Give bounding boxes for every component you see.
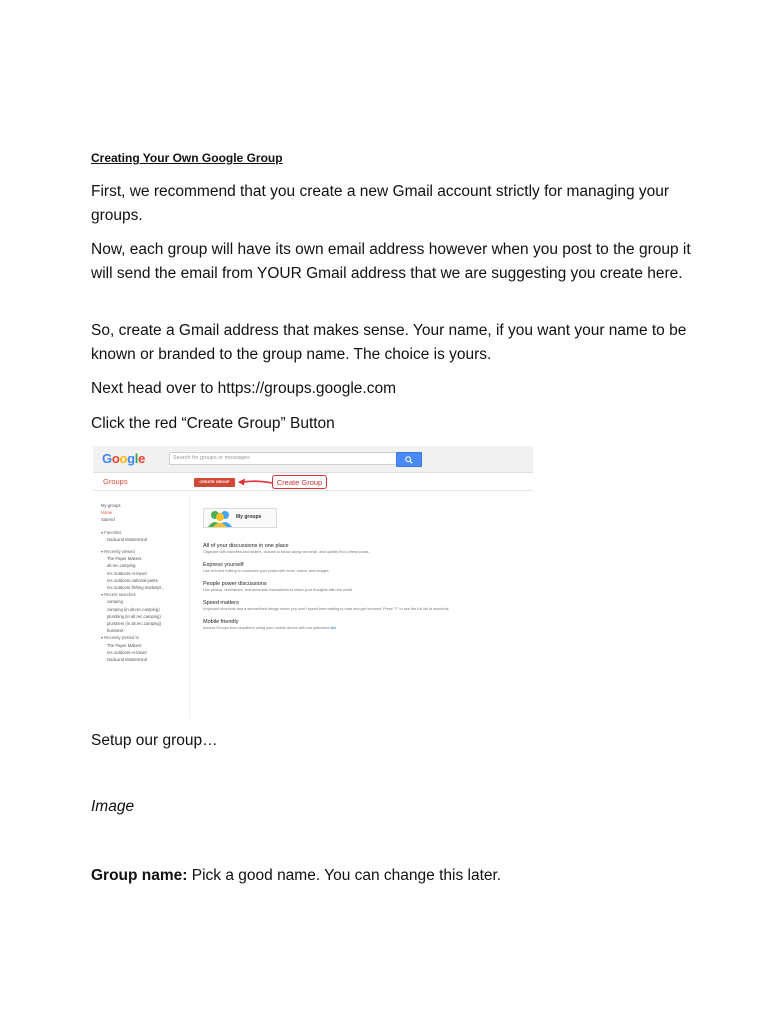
nav-recently-posted-header: ▾ Recently posted to — [101, 635, 139, 641]
feature-description-text: Keyboard shortcuts and a streamlined design mean you won't spend time waiting to read and get involved. Press "?" to see the full list of shortcuts. — [203, 607, 450, 611]
feature-title: Speed matters — [203, 600, 239, 606]
paragraph-groups-url: Next head over to https://groups.google.com — [91, 380, 397, 397]
nav-recently-viewed-list — [101, 555, 186, 591]
feature-title: Express yourself — [203, 562, 244, 568]
screenshot-left-nav — [101, 502, 186, 663]
feature-item — [203, 600, 533, 612]
google-logo-letter: o — [119, 451, 128, 466]
search-icon — [405, 456, 413, 464]
nav-list-item: The Paper Makers — [107, 556, 142, 562]
paragraph-gmail-account: First, we recommend that you create a new Gmail account strictly for managing your groups. — [91, 183, 670, 224]
feature-description — [203, 607, 533, 612]
screenshot-top-bar — [93, 446, 533, 473]
group-name-label: Group name: — [91, 867, 188, 884]
feature-description-text: Organize with favorites and folders, choose to follow along via email, and quickly find unread posts. — [203, 550, 370, 554]
nav-favorites-list — [101, 536, 186, 543]
create-group-callout: Create Group — [272, 475, 327, 489]
nav-recent-searches-list — [101, 598, 186, 634]
feature-description — [203, 626, 533, 631]
feature-title: Mobile friendly — [203, 619, 239, 625]
feature-list — [203, 543, 533, 638]
create-group-button: CREATE GROUP — [194, 478, 235, 487]
feature-item — [203, 562, 533, 574]
people-icon — [205, 509, 235, 527]
group-name-description: Pick a good name. You can change this later. — [187, 867, 502, 884]
nav-list-item: alt.rec.camping — [107, 563, 136, 569]
nav-recently-posted-list — [101, 642, 186, 664]
nav-list-item: The Paper Makers — [107, 642, 142, 648]
screenshot-search-input: Search for groups or messages — [169, 452, 398, 465]
google-logo-letter: o — [111, 451, 120, 466]
nav-list-item: plumbing (in alt.rec.camping) — [107, 613, 161, 619]
groups-label: Groups — [103, 477, 128, 486]
feature-item — [203, 619, 533, 631]
google-logo-letter: e — [138, 451, 146, 466]
nav-starred: Starred — [101, 517, 115, 523]
nav-list-item: rec.outdoors.rv-travel — [107, 570, 147, 576]
feature-description — [203, 569, 533, 574]
google-groups-screenshot — [93, 446, 533, 718]
google-logo-letter: l — [134, 451, 139, 466]
page-title: Creating Your Own Google Group — [91, 151, 283, 165]
feature-item — [203, 543, 533, 555]
nav-list-item: camping (in alt.rec.camping) — [107, 606, 160, 612]
feature-description-text: Use photos, nicknames, and automatic translations to share your thoughts with the world. — [203, 588, 354, 592]
nav-list-item: NodLand Mastermind — [107, 536, 148, 542]
nav-recently-viewed-header: ▾ Recently viewed — [101, 549, 135, 555]
feature-link: site — [330, 626, 337, 630]
feature-description — [203, 588, 533, 593]
nav-list-item: camping — [107, 599, 123, 605]
image-placeholder-text: Image — [91, 798, 135, 815]
feature-title: People power discussions — [203, 581, 267, 587]
feature-item — [203, 581, 533, 593]
screenshot-search-button — [396, 452, 422, 467]
nav-list-item: plumbers (in alt.rec.camping) — [107, 621, 161, 627]
google-logo — [102, 451, 145, 466]
feature-title: All of your discussions in one place — [203, 543, 289, 549]
nav-list-item: rec.outdoors.national-parks — [107, 577, 158, 583]
nav-home: Home — [101, 510, 113, 516]
nav-list-item: business — [107, 628, 124, 634]
my-groups-card — [203, 508, 277, 528]
paragraph-create-group-instruction: Click the red “Create Group” Button — [91, 415, 335, 432]
nav-list-item: rec.outdoors.fishing.marketpl... — [107, 585, 165, 591]
google-logo-letter: g — [127, 451, 135, 466]
nav-favorites-header: ▾ Favorites — [101, 529, 122, 535]
feature-description-text: Access Groups from anywhere using your mobile device with our optimized — [203, 626, 331, 630]
feature-description-text: Use rich-text editing to customize your posts with fonts, colors, and images. — [203, 569, 330, 573]
feature-description — [203, 550, 533, 555]
nav-divider — [189, 496, 190, 718]
nav-recent-searches-header: ▾ Recent searches — [101, 592, 136, 598]
paragraph-choose-address: So, create a Gmail address that makes sense. Your name, if you want your name to be known or branded to the group name. The choice is yours. — [91, 322, 687, 363]
nav-list-item: rec.outdoors.rv-travel — [107, 649, 147, 655]
nav-my-groups: My groups — [101, 503, 121, 508]
nav-list-item: NodLand Mastermind — [107, 657, 148, 663]
paragraph-email-address: Now, each group will have its own email address however when you post to the group it will send the email from YOUR Gmail address that we are suggesting you create here. — [91, 241, 691, 282]
google-logo-letter: G — [102, 451, 112, 466]
paragraph-setup-group: Setup our group… — [91, 732, 218, 749]
my-groups-card-label: My groups — [236, 514, 262, 520]
paragraph-group-name — [91, 864, 691, 888]
red-arrow-icon — [237, 476, 273, 488]
